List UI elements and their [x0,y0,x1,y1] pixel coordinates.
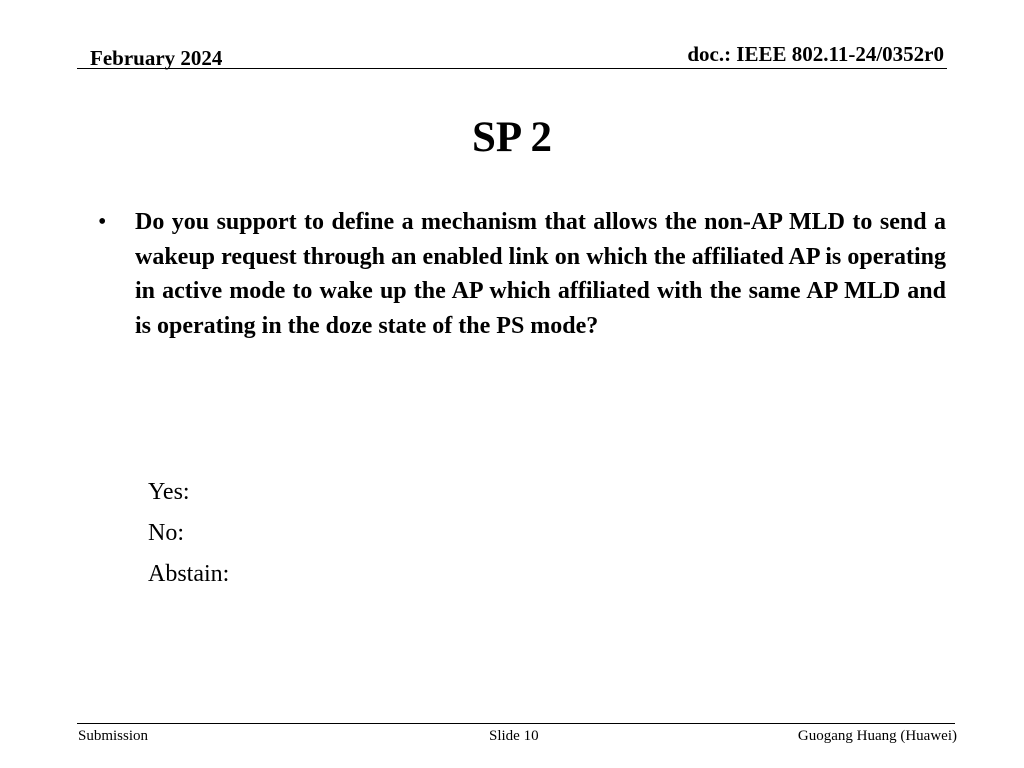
header-date: February 2024 [90,46,223,70]
vote-no-label: No: [148,520,184,546]
header-divider [77,68,947,69]
vote-options [148,472,229,595]
footer-divider [77,723,955,724]
straw-poll-question: Do you support to define a mechanism that allows the non-AP MLD to send a wakeup request through an enabled link on which the affiliated AP is operating in active mode to wake up the AP which affiliated with the same AP MLD and is operating in the doze state of the PS mode? [135,209,946,339]
header-doc-id: doc.: IEEE 802.11-24/0352r0 [687,42,944,66]
footer-author: Guogang Huang (Huawei) [797,728,957,744]
bullet-marker: • [98,209,107,235]
vote-yes-label: Yes: [148,479,190,505]
footer-slide-number: Slide 10 [489,728,539,744]
footer-submission: Submission [78,728,149,744]
slide-title: SP 2 [471,114,553,161]
vote-abstain-label: Abstain: [148,561,230,587]
